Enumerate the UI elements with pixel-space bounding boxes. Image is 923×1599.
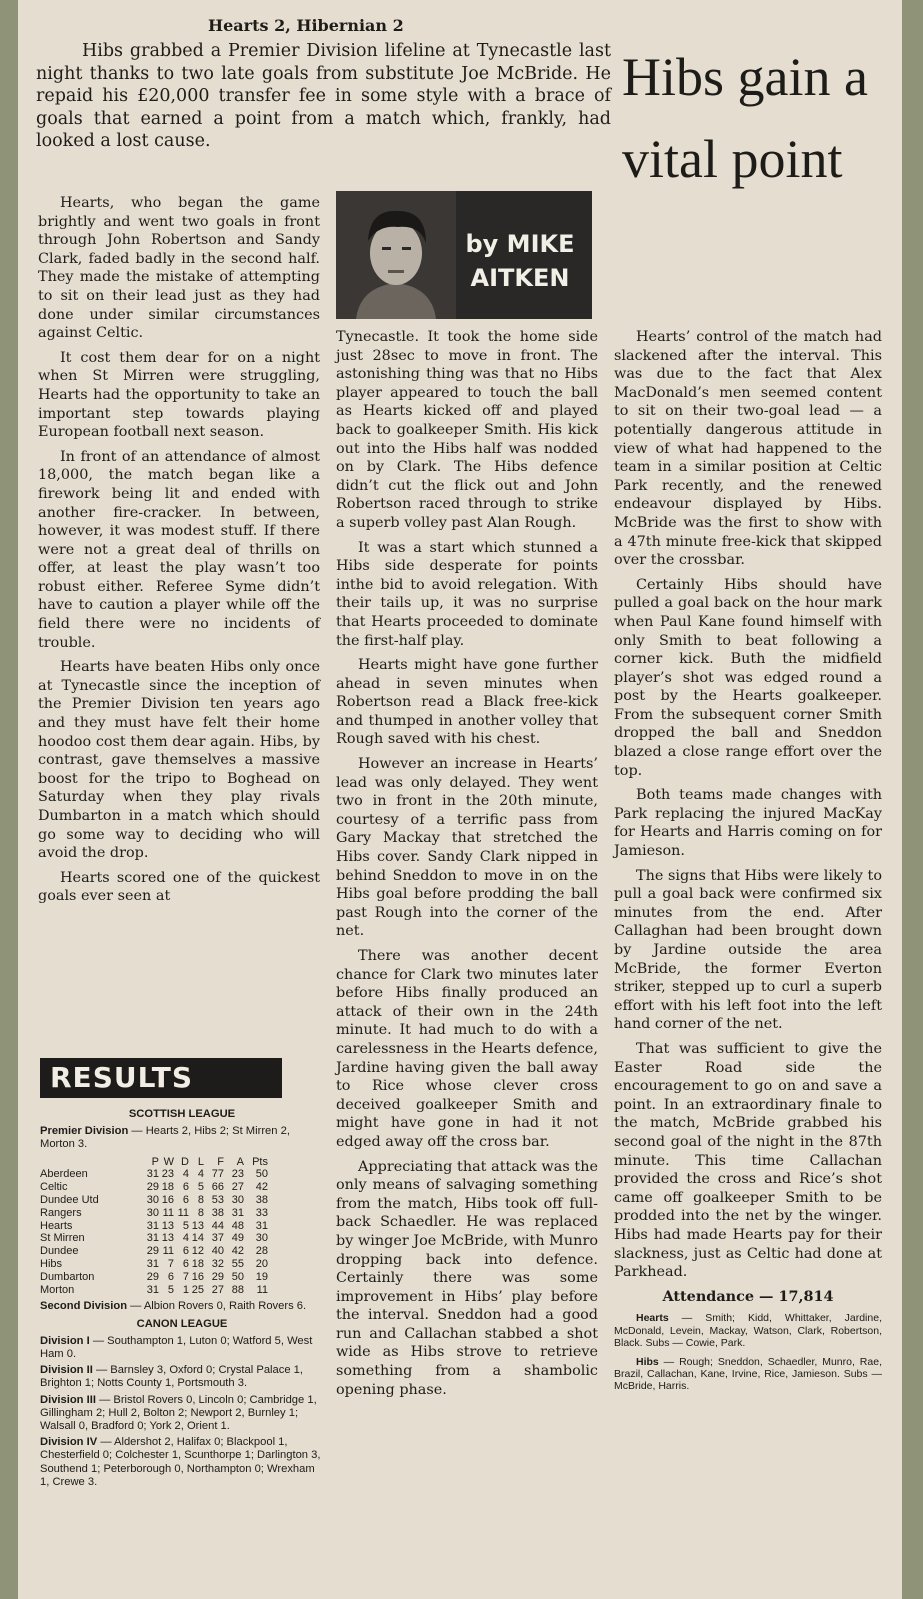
stat-cell: 32 xyxy=(211,1257,224,1270)
stat-cell: 30 xyxy=(255,1232,268,1245)
team-name-cell: Dundee Utd xyxy=(40,1194,99,1206)
col2-paragraph: Appreciating that attack was the only means of salvaging something from the match, Hibs took off full-back Schaedler. He was replaced by winger Joe McBride, with Munro dropping back into defence. Certainly there was some improvement in Hibs’ play before the interval. Sneddon had a good run and Callachan stabbed a shot wide as Hibs strove to retrieve something from a shambolic opening phase. xyxy=(336,1158,598,1398)
col3-paragraph: That was sufficient to give the Easter Road side the encouragement to go on and save a point. In an extraordinary finale to the match, McBride grabbed his second goal of the night in the 87th minute. This time Callachan provided the cross and Rice’s shot came off goalkeeper Smith to be prodded into the net by the winger. Hibs had made Hearts pay for their slackness, just as Celtic had done at Parkhead. xyxy=(614,1040,882,1281)
stat-cell: 7 xyxy=(167,1257,174,1270)
stat-cell: 38 xyxy=(211,1206,224,1219)
stat-cell: 12 xyxy=(191,1245,204,1258)
stat-cell: 50 xyxy=(231,1270,244,1283)
league-table-row xyxy=(40,1194,268,1207)
stat-cell: 11 xyxy=(162,1245,174,1258)
stat-cell: 20 xyxy=(255,1257,268,1270)
division-1-results xyxy=(40,1335,324,1361)
league-table-row xyxy=(40,1245,268,1258)
stat-cell: 29 xyxy=(146,1181,159,1194)
stat-cell: 6 xyxy=(182,1181,189,1194)
team-name-cell: Hibs xyxy=(40,1257,63,1270)
league-table-body xyxy=(40,1168,268,1296)
stat-cell: 31 xyxy=(255,1219,268,1232)
lead-paragraph-block xyxy=(36,40,611,153)
league-table-row xyxy=(40,1220,268,1233)
team-name-cell: St Mirren xyxy=(40,1232,85,1245)
league-table-row xyxy=(40,1258,268,1271)
league-table-row xyxy=(40,1284,268,1297)
stat-cell: 11 xyxy=(177,1206,189,1219)
column-3 xyxy=(614,328,882,1399)
stat-cell: 42 xyxy=(231,1245,244,1258)
stat-cell: 8 xyxy=(197,1206,204,1219)
results-section xyxy=(40,1104,324,1492)
stat-cell: 55 xyxy=(231,1257,244,1270)
col3-paragraph: Both teams made changes with Park replacing the injured MacKay for Hearts and Harris coming on for Jamieson. xyxy=(614,787,882,860)
stat-cell: 16 xyxy=(161,1194,174,1206)
col1-paragraph: Hearts scored one of the quickest goals ever seen at xyxy=(38,869,320,905)
stat-cell: 7 xyxy=(182,1270,189,1283)
col3-paragraph: Hearts’ control of the match had slackened after the interval. This was due to the fact that Alex MacDonald’s men seemed content to sit on their two-goal lead — a potentially dangerous attitude in view of what had happened to the team in a similar position at Celtic Park recently, and the renewed endeavour displayed by Hibs. McBride was the first to show with a 47th minute free-kick that skipped over the crossbar. xyxy=(614,329,882,569)
team-name-cell: Celtic xyxy=(40,1181,68,1194)
hearts-lineup-text: — Smith; Kidd, Whittaker, Jardine, McDonald, Levein, Mackay, Watson, Clark, Robertson, Black. Subs — Cowie, Park. xyxy=(614,1312,882,1350)
col2-paragraph: However an increase in Hearts’ lead was only delayed. They went two in front in the 20th minute, courtesy of a terrific pass from Gary Mackay that stretched the Hibs cover. Sandy Clark nipped in behind Sneddon to move in on the Hibs goal before prodding the ball past Rough into the corner of the net. xyxy=(336,756,598,940)
stat-cell: 29 xyxy=(146,1245,159,1258)
stat-cell: 27 xyxy=(211,1283,224,1296)
stat-cell: 14 xyxy=(191,1232,204,1245)
stat-cell: 66 xyxy=(211,1181,224,1194)
stat-cell: 13 xyxy=(161,1219,174,1232)
stat-cell: 48 xyxy=(231,1219,244,1232)
header-cell: W xyxy=(163,1155,174,1168)
newspaper-clipping xyxy=(18,0,902,1599)
division-1-text: — Southampton 1, Luton 0; Watford 5, West Ham 0. xyxy=(40,1334,313,1360)
league-table-row xyxy=(40,1181,268,1194)
col1-paragraph: Hearts, who began the game brightly and went two goals in front through John Robertson and Sandy Clark, faded badly in the second half. They made the mistake of attempting to sit on their lead just as they had done under similar circumstances against Celtic. xyxy=(38,195,320,342)
col3-paragraph: Certainly Hibs should have pulled a goal back on the hour mark when Paul Kane found himself with only Smith to beat following a corner kick. Buth the midfield player’s shot was edged round a post by the Hearts goalkeeper. From the subsequent corner Smith dropped the ball and Sneddon blazed a close range effort over the top. xyxy=(614,576,882,779)
stat-cell: 1 xyxy=(182,1283,189,1296)
team-name-cell: Morton xyxy=(40,1283,75,1296)
hibs-lineup-text: — Rough; Sneddon, Schaedler, Munro, Rae, Brazil, Callachan, Kane, Irvine, Rice, Jamieson. Subs — McBride, Harris. xyxy=(614,1355,882,1393)
stat-cell: 6 xyxy=(182,1257,189,1270)
hibs-lineup xyxy=(614,1356,882,1393)
stat-cell: 33 xyxy=(255,1206,268,1219)
col2-paragraph: It was a start which stunned a Hibs side desperate for points inthe bid to avoid relegation. With their tails up, it was no surprise that Hearts proceeded to dominate the first-half play. xyxy=(336,539,598,649)
header-cell: L xyxy=(197,1155,204,1168)
team-name-cell: Hearts xyxy=(40,1219,73,1232)
header-cell: F xyxy=(217,1155,224,1168)
league-table-row xyxy=(40,1207,268,1220)
division-2-results xyxy=(40,1364,324,1390)
stat-cell: 29 xyxy=(211,1270,224,1283)
scottish-league-heading: SCOTTISH LEAGUE xyxy=(128,1108,236,1120)
league-table-row xyxy=(40,1168,268,1181)
division-4-text: — Aldershot 2, Halifax 0; Blackpool 1, Chesterfield 0; Colchester 1, Scunthorpe 1; Darlington 3, Southend 1; Peterborough 0, Northampton 0; Wrexham 1, Crewe 3. xyxy=(40,1436,321,1488)
stat-cell: 11 xyxy=(256,1283,268,1296)
stat-cell: 28 xyxy=(255,1245,268,1258)
col2-paragraph: Hearts might have gone further ahead in seven minutes when Robertson read a Black free-kick and thumped in another volley that Rough saved with his chest. xyxy=(336,657,598,748)
stat-cell: 38 xyxy=(255,1194,268,1206)
stat-cell: 5 xyxy=(197,1181,204,1194)
stat-cell: 6 xyxy=(182,1245,189,1258)
stat-cell: 6 xyxy=(182,1194,189,1206)
stat-cell: 16 xyxy=(191,1270,204,1283)
stat-cell: 4 xyxy=(182,1168,189,1181)
match-kicker: Hearts 2, Hibernian 2 xyxy=(208,16,404,35)
team-name-cell: Dundee xyxy=(40,1245,79,1258)
col2-paragraph: Tynecastle. It took the home side just 28sec to move in front. The astonishing thing was that no Hibs player appeared to touch the ball as Hearts kicked off and played back to goalkeeper Smith. His kick out into the Hibs half was nodded on by Clark. The Hibs defence didn’t cut the flick out and John Robertson raced through to strike a superb volley past Alan Rough. xyxy=(336,329,598,531)
team-name-cell: Aberdeen xyxy=(40,1168,88,1181)
stat-cell: 29 xyxy=(146,1270,159,1283)
canon-league-heading: CANON LEAGUE xyxy=(136,1317,228,1330)
stat-cell: 6 xyxy=(167,1270,174,1283)
col1-paragraph: Hearts have beaten Hibs only once at Tynecastle since the inception of the Premier Division ten years ago and they must have felt their home hoodoo cost them dear again. Hibs, by contrast, gave themselves a massive boost for the tripo to Boghead on Saturday when they play rivals Dumbarton in a match which should go some way to deciding who will avoid the drop. xyxy=(38,659,320,862)
division-1-label: Division I xyxy=(40,1334,90,1347)
stat-cell: 30 xyxy=(146,1194,159,1206)
stat-cell: 88 xyxy=(231,1283,244,1296)
stat-cell: 50 xyxy=(255,1168,268,1181)
column-1 xyxy=(38,194,320,912)
premier-division-text: — Hearts 2, Hibs 2; St Mirren 2, Morton 3. xyxy=(40,1125,290,1151)
stat-cell: 77 xyxy=(211,1168,224,1181)
stat-cell: 53 xyxy=(211,1194,224,1206)
lead-paragraph: Hibs grabbed a Premier Division lifeline at Tynecastle last night thanks to two late goals from substitute Joe McBride. He repaid his £20,000 transfer fee in some style with a brace of goals that earned a point from a match which, frankly, had looked a lost cause. xyxy=(36,41,611,151)
stat-cell: 40 xyxy=(211,1245,224,1258)
premier-division-label: Premier Division xyxy=(40,1125,129,1138)
header-cell: D xyxy=(181,1155,189,1168)
hibs-lineup-label: Hibs xyxy=(636,1355,659,1368)
stat-cell: 13 xyxy=(191,1219,204,1232)
league-table-row xyxy=(40,1271,268,1284)
stat-cell: 31 xyxy=(146,1257,159,1270)
division-2-label: Division II xyxy=(40,1364,93,1377)
league-table-row xyxy=(40,1232,268,1245)
stat-cell: 49 xyxy=(231,1232,244,1245)
division-3-results xyxy=(40,1394,324,1434)
column-2 xyxy=(336,328,598,1405)
results-banner: RESULTS xyxy=(40,1058,282,1098)
league-table xyxy=(40,1156,268,1297)
hearts-lineup-label: Hearts xyxy=(636,1312,669,1325)
division-3-text: — Bristol Rovers 0, Lincoln 0; Cambridge 1, Gillingham 2; Hull 2, Bolton 2; Newport 2, Burnley 1; Walsall 0, Bradford 0; York 2, Orient 1. xyxy=(40,1393,317,1432)
header-cell: Pts xyxy=(252,1155,268,1168)
team-name-cell: Rangers xyxy=(40,1206,82,1219)
second-division-results xyxy=(40,1300,324,1313)
stat-cell: 31 xyxy=(146,1168,159,1181)
hearts-lineup xyxy=(614,1312,882,1349)
headline: Hibs gain a vital point xyxy=(622,47,868,189)
stat-cell: 8 xyxy=(197,1194,204,1206)
header-cell: A xyxy=(236,1155,244,1168)
col3-paragraph: The signs that Hibs were likely to pull a goal back were confirmed six minutes from the end. After Callaghan had been brought down by Jardine outside the area McBride, the former Everton striker, stepped up to curl a superb effort with his left foot into the left hand corner of the net. xyxy=(614,867,882,1033)
premier-division-results xyxy=(40,1125,324,1151)
stat-cell: 37 xyxy=(211,1232,224,1245)
stat-cell: 11 xyxy=(162,1206,174,1219)
byline-box xyxy=(336,191,592,319)
stat-cell: 18 xyxy=(191,1257,204,1270)
byline-text: by MIKE AITKEN xyxy=(465,230,575,292)
stat-cell: 25 xyxy=(191,1283,204,1296)
stat-cell: 27 xyxy=(231,1181,244,1194)
attendance: Attendance — 17,814 xyxy=(662,1287,834,1305)
league-table-header xyxy=(40,1156,268,1169)
stat-cell: 31 xyxy=(146,1232,159,1245)
stat-cell: 4 xyxy=(197,1168,204,1181)
division-4-results xyxy=(40,1436,324,1489)
col1-paragraph: In front of an attendance of almost 18,000, the match began like a firework being lit and ended with another fire-cracker. In between, however, it was modest stuff. If there were not a great deal of thrills on offer, at least the play wasn’t too robust either. Referee Syme didn’t have to caution a player while off the field there were no incidents of trouble. xyxy=(38,448,320,651)
header-cell: P xyxy=(151,1155,159,1168)
stat-cell: 42 xyxy=(255,1181,268,1194)
stat-cell: 30 xyxy=(146,1206,159,1219)
second-division-label: Second Division xyxy=(40,1300,128,1313)
col2-paragraph: There was another decent chance for Clark two minutes later before Hibs finally produced an attack of their own in the 24th minute. It had much to do with a carelessness in the Hearts defence, Jardine having given the ball away to Rice whose clever cross deceived goalkeeper Smith and might have gone in had it not edged away off the cross bar. xyxy=(336,948,598,1150)
division-4-label: Division IV xyxy=(40,1436,98,1449)
stat-cell: 31 xyxy=(231,1206,244,1219)
stat-cell: 31 xyxy=(146,1283,159,1296)
stat-cell: 13 xyxy=(161,1232,174,1245)
stat-cell: 19 xyxy=(255,1270,268,1283)
col1-paragraph: It cost them dear for on a night when St Mirren were struggling, Hearts had the opportunity to take an important step towards playing European football next season. xyxy=(38,349,320,441)
second-division-text: — Albion Rovers 0, Raith Rovers 6. xyxy=(130,1300,307,1313)
stat-cell: 5 xyxy=(182,1219,189,1232)
author-photo xyxy=(336,191,456,319)
stat-cell: 23 xyxy=(161,1168,174,1181)
division-2-text: — Barnsley 3, Oxford 0; Crystal Palace 1, Brighton 1; Notts County 1, Portsmouth 3. xyxy=(40,1364,304,1390)
stat-cell: 23 xyxy=(231,1168,244,1181)
stat-cell: 31 xyxy=(146,1219,159,1232)
stat-cell: 5 xyxy=(167,1283,174,1296)
stat-cell: 4 xyxy=(182,1232,189,1245)
stat-cell: 44 xyxy=(211,1219,224,1232)
stat-cell: 30 xyxy=(231,1194,244,1206)
team-name-cell: Dumbarton xyxy=(40,1270,95,1283)
division-3-label: Division III xyxy=(40,1393,96,1406)
stat-cell: 18 xyxy=(161,1181,174,1194)
